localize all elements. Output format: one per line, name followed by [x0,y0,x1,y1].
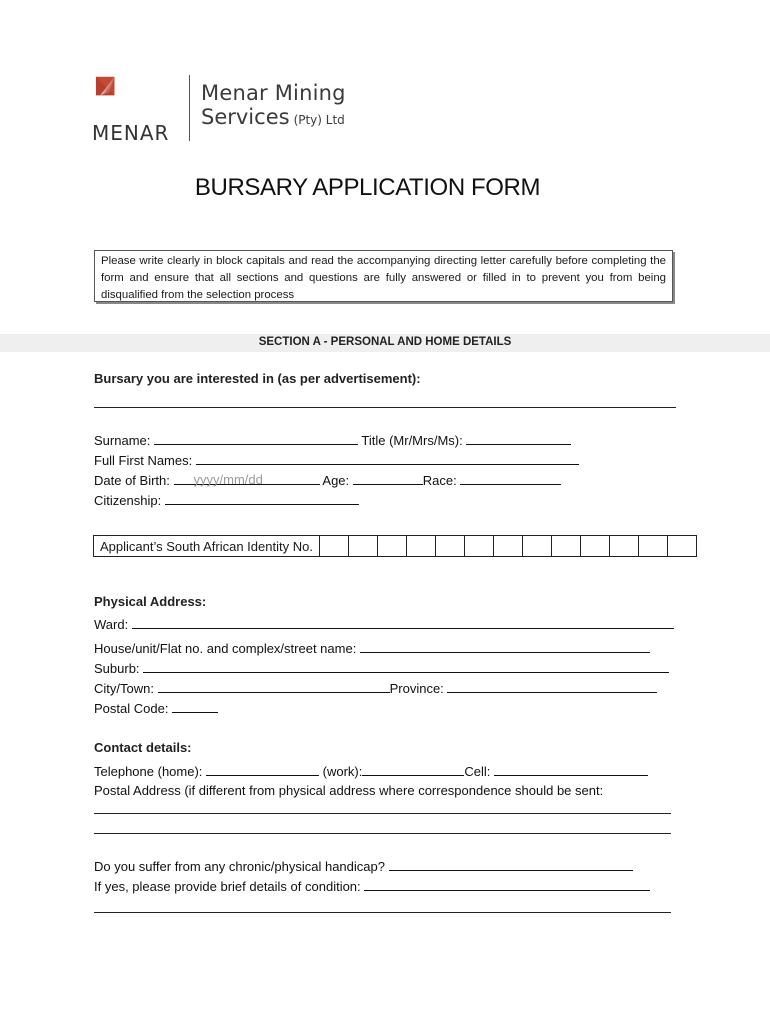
dob-field[interactable] [174,472,320,485]
physical-address-heading: Physical Address: [94,594,207,609]
suburb-row [94,659,669,679]
city-field[interactable] [158,680,390,693]
age-field[interactable] [353,472,423,485]
condition-label: If yes, please provide brief details of condition: [94,879,361,894]
condition-field[interactable] [364,878,650,891]
id-digit-box[interactable] [377,536,406,557]
logo-wordmark: MENAR [92,121,170,145]
citizenship-row [94,491,359,511]
city-label: City/Town: [94,681,154,696]
first-names-row [94,451,579,471]
tel-work-label: (work): [322,764,363,779]
handicap-row [94,857,633,877]
house-row [94,639,650,659]
logo-services-text: Services [201,105,290,129]
citizenship-field[interactable] [165,492,359,505]
cell-label: Cell: [464,764,491,779]
id-digit-box[interactable] [522,536,551,557]
postal-address-line-2[interactable] [94,833,671,834]
tel-home-field[interactable] [206,763,319,776]
handicap-field[interactable] [389,858,633,871]
house-field[interactable] [360,640,650,653]
handicap-label: Do you suffer from any chronic/physical handicap? [94,859,385,874]
dob-placeholder: yyyy/mm/dd [193,472,263,487]
condition-row [94,877,650,897]
dob-label: Date of Birth: [94,473,170,488]
ward-label: Ward: [94,617,129,632]
id-number-table [93,535,697,557]
surname-row [94,431,571,451]
postal-code-label: Postal Code: [94,701,169,716]
postal-address-row [94,781,603,801]
suburb-label: Suburb: [94,661,140,676]
cell-field[interactable] [494,763,648,776]
suburb-field[interactable] [143,660,669,673]
province-label: Province: [389,681,444,696]
id-digit-box[interactable] [551,536,580,557]
tel-work-field[interactable] [362,763,464,776]
logo-company-line1: Menar Mining [201,81,346,105]
postal-address-label: Postal Address (if different from physical address where correspondence should be sent: [94,783,604,798]
bursary-interest-label: Bursary you are interested in (as per advertisement): [94,371,421,386]
dob-row [94,471,561,491]
province-field[interactable] [447,680,657,693]
section-a-title: SECTION A - PERSONAL AND HOME DETAILS [258,336,512,348]
id-digit-box[interactable] [609,536,638,557]
menar-logo-icon [90,62,190,122]
first-names-label: Full First Names: [94,453,193,468]
id-digit-box[interactable] [667,536,696,557]
ward-row [94,615,674,635]
postal-code-field[interactable] [172,700,218,713]
id-digit-box[interactable] [435,536,464,557]
title-label: Title (Mr/Mrs/Ms): [361,433,463,448]
race-label: Race: [422,473,457,488]
id-digit-box[interactable] [319,536,348,557]
id-digit-box[interactable] [580,536,609,557]
instructions-box: Please write clearly in block capitals and read the accompanying directing letter carefully before completing the form and ensure that all sections and questions are fully answered or filled in to prevent you from being disqualified from the selection process [94,250,673,302]
id-digit-box[interactable] [348,536,377,557]
surname-label: Surname: [94,433,151,448]
contact-details-heading: Contact details: [94,740,192,755]
logo-company-line2 [201,106,345,132]
condition-line-2[interactable] [94,912,671,913]
first-names-field[interactable] [196,452,579,465]
title-field[interactable] [466,432,571,445]
id-digit-box[interactable] [406,536,435,557]
city-row [94,679,657,699]
tel-home-label: Telephone (home): [94,764,203,779]
id-number-label: Applicant’s South African Identity No. [94,536,320,557]
postal-address-line-1[interactable] [94,813,671,814]
id-digit-box[interactable] [493,536,522,557]
bursary-interest-line[interactable] [94,407,676,408]
surname-field[interactable] [154,432,358,445]
logo-divider [189,75,190,141]
id-digit-box[interactable] [638,536,667,557]
postal-code-row [94,699,218,719]
page-title: BURSARY APPLICATION FORM [194,174,541,201]
logo-pty-text: (Pty) Ltd [293,113,345,127]
ward-field[interactable] [132,616,674,629]
citizenship-label: Citizenship: [94,493,162,508]
house-label: House/unit/Flat no. and complex/street name: [94,641,357,656]
id-digit-box[interactable] [464,536,493,557]
race-field[interactable] [460,472,561,485]
age-label: Age: [322,473,350,488]
telephone-row [94,762,648,782]
